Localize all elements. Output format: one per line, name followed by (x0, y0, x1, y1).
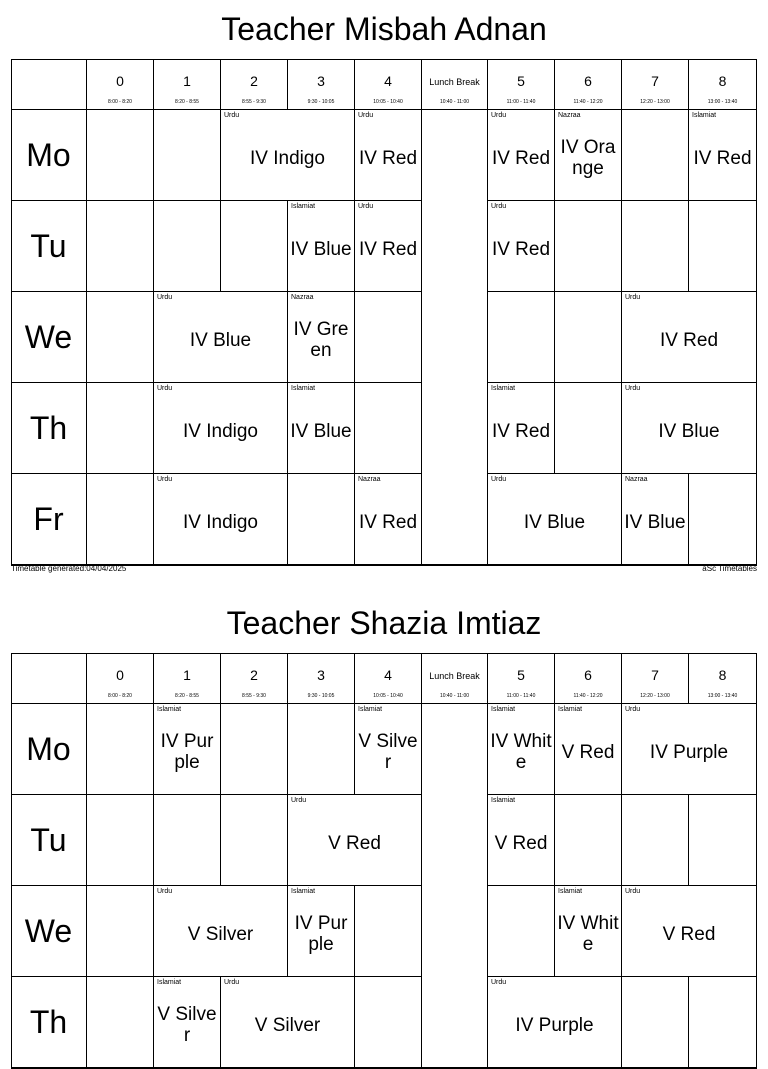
empty-slot (555, 292, 622, 383)
lesson-cell[interactable] (154, 383, 288, 474)
day-label-th: Th (11, 383, 87, 474)
period-time: 10:40 - 11:00 (439, 693, 470, 699)
day-label-th: Th (11, 977, 87, 1068)
empty-slot (87, 977, 154, 1068)
period-header (689, 653, 757, 704)
lesson-class: IV Red (693, 147, 752, 169)
lesson-class: IV Purple (160, 731, 214, 773)
empty-slot (87, 110, 154, 201)
lesson-class: V Red (662, 923, 716, 945)
lesson-cell[interactable] (622, 474, 689, 565)
empty-slot (355, 886, 422, 977)
lesson-cell[interactable] (154, 977, 221, 1068)
lesson-class: IV Red (358, 147, 418, 169)
empty-slot (87, 292, 154, 383)
lesson-cell[interactable] (488, 474, 622, 565)
lesson-class: IV Red (491, 238, 551, 260)
empty-slot (555, 383, 622, 474)
lesson-class: IV Orange (560, 137, 616, 179)
lesson-subject: Islamiat (291, 203, 316, 210)
lesson-cell[interactable] (355, 201, 422, 292)
period-header (488, 653, 555, 704)
lesson-subject: Nazraa (291, 294, 314, 301)
period-number: 7 (651, 667, 659, 683)
period-header (555, 59, 622, 110)
lesson-cell[interactable] (154, 704, 221, 795)
lesson-class: IV Purple (649, 741, 729, 763)
timetable-grid (11, 59, 757, 566)
lesson-subject: Islamiat (491, 706, 516, 713)
lesson-class: IV Blue (523, 511, 586, 533)
period-time: 10:05 - 10:40 (373, 693, 403, 699)
empty-slot (87, 704, 154, 795)
period-number: 0 (116, 667, 124, 683)
period-time: 11:00 - 11:40 (506, 693, 536, 699)
lesson-class: IV Blue (624, 511, 686, 533)
lesson-cell[interactable] (154, 474, 288, 565)
empty-slot (689, 474, 757, 565)
lesson-class: IV Blue (290, 238, 352, 260)
lesson-cell[interactable] (154, 886, 288, 977)
period-number: 4 (384, 667, 392, 683)
empty-slot (689, 977, 757, 1068)
lesson-cell[interactable] (221, 977, 355, 1068)
lesson-class: IV Indigo (183, 420, 258, 442)
empty-slot (221, 201, 288, 292)
lesson-subject: Islamiat (157, 706, 182, 713)
lesson-subject: Urdu (358, 112, 374, 119)
lesson-class: V Silver (254, 1014, 321, 1036)
lesson-class: IV Red (358, 511, 418, 533)
period-header (87, 59, 154, 110)
period-number: 3 (317, 667, 325, 683)
lunch-break-column (422, 110, 488, 565)
period-number: 2 (250, 73, 258, 89)
lesson-class: V Red (494, 832, 548, 854)
empty-slot (355, 383, 422, 474)
lesson-cell[interactable] (221, 110, 355, 201)
day-label-mo: Mo (11, 704, 87, 795)
period-number: 8 (718, 73, 727, 89)
lesson-subject: Urdu (625, 294, 641, 301)
lesson-class: IV Red (491, 420, 551, 442)
empty-slot (87, 201, 154, 292)
period-header (221, 59, 288, 110)
footer-generated: Timetable generated:04/04/2025 (11, 564, 127, 573)
day-label-we: We (11, 292, 87, 383)
lesson-class: IV Red (358, 238, 418, 260)
lesson-subject: Urdu (157, 294, 173, 301)
lesson-class: IV Purple (515, 1014, 594, 1036)
lesson-cell[interactable] (555, 704, 622, 795)
lesson-class: V Red (328, 832, 381, 854)
empty-slot (488, 886, 555, 977)
empty-slot (622, 977, 689, 1068)
period-time: 8:55 - 9:30 (242, 99, 266, 105)
period-header (288, 59, 355, 110)
period-number: 6 (584, 73, 592, 89)
period-header (154, 59, 221, 110)
lesson-class: V Silver (187, 923, 254, 945)
lesson-class: IV White (490, 731, 552, 773)
lesson-cell[interactable] (288, 795, 422, 886)
lesson-cell[interactable] (622, 886, 757, 977)
lesson-cell[interactable] (154, 292, 288, 383)
empty-slot (689, 795, 757, 886)
lesson-subject: Urdu (157, 385, 173, 392)
period-time: 13:00 - 13:40 (707, 99, 738, 105)
period-time: 8:00 - 8:20 (108, 99, 132, 105)
period-header (622, 653, 689, 704)
lunch-break-label: Lunch Break (429, 77, 480, 87)
period-number: 2 (250, 667, 258, 683)
period-number: 5 (517, 667, 525, 683)
period-number: 3 (317, 73, 325, 89)
period-header (355, 653, 422, 704)
lesson-class: IV Red (491, 147, 551, 169)
empty-slot (154, 110, 221, 201)
lesson-class: IV Green (293, 319, 349, 361)
period-header (555, 653, 622, 704)
empty-slot (555, 201, 622, 292)
empty-slot (622, 110, 689, 201)
lesson-cell[interactable] (622, 383, 757, 474)
empty-slot (221, 704, 288, 795)
lesson-cell[interactable] (288, 383, 355, 474)
lesson-subject: Urdu (157, 476, 173, 483)
lesson-subject: Islamiat (358, 706, 383, 713)
lesson-subject: Islamiat (491, 797, 516, 804)
lunch-break-header (422, 59, 488, 110)
lesson-class: V Silver (157, 1004, 217, 1046)
period-header (689, 59, 757, 110)
lesson-cell[interactable] (488, 795, 555, 886)
period-header (221, 653, 288, 704)
empty-slot (288, 474, 355, 565)
period-time: 8:55 - 9:30 (242, 693, 266, 699)
lesson-class: IV Blue (189, 329, 252, 351)
corner-cell (11, 653, 87, 704)
period-time: 10:05 - 10:40 (373, 99, 403, 105)
period-time: 9:30 - 10:05 (307, 99, 335, 105)
lunch-break-header (422, 653, 488, 704)
period-number: 5 (517, 73, 525, 89)
lesson-subject: Nazraa (625, 476, 648, 483)
lesson-cell[interactable] (288, 886, 355, 977)
period-time: 10:40 - 11:00 (439, 99, 470, 105)
lesson-class: V Red (561, 741, 615, 763)
empty-slot (488, 292, 555, 383)
period-time: 8:00 - 8:20 (108, 693, 132, 699)
empty-slot (555, 795, 622, 886)
lesson-subject: Urdu (157, 888, 173, 895)
lesson-cell[interactable] (622, 704, 757, 795)
lesson-cell[interactable] (622, 292, 757, 383)
timetable-title: Teacher Shazia Imtiaz (226, 605, 542, 641)
lunch-break-label: Lunch Break (429, 671, 480, 681)
lesson-subject: Islamiat (558, 888, 583, 895)
period-number: 6 (584, 667, 592, 683)
lesson-class: IV Blue (290, 420, 352, 442)
day-label-fr: Fr (11, 474, 87, 565)
lesson-subject: Islamiat (157, 979, 182, 986)
empty-slot (87, 474, 154, 565)
lesson-cell[interactable] (355, 704, 422, 795)
period-number: 8 (718, 667, 727, 683)
timetable-title: Teacher Misbah Adnan (221, 11, 547, 47)
period-time: 9:30 - 10:05 (307, 693, 335, 699)
period-number: 7 (651, 73, 659, 89)
period-header (87, 653, 154, 704)
period-time: 13:00 - 13:40 (707, 693, 738, 699)
corner-cell (11, 59, 87, 110)
lesson-cell[interactable] (355, 474, 422, 565)
lesson-subject: Islamiat (692, 112, 717, 119)
lesson-cell[interactable] (488, 110, 555, 201)
period-time: 12:20 - 13:00 (640, 99, 670, 105)
lesson-cell[interactable] (288, 292, 355, 383)
lesson-subject: Urdu (358, 203, 374, 210)
empty-slot (355, 977, 422, 1068)
lesson-cell[interactable] (488, 977, 622, 1068)
period-header (488, 59, 555, 110)
period-number: 0 (116, 73, 124, 89)
empty-slot (622, 795, 689, 886)
day-label-we: We (11, 886, 87, 977)
lesson-class: IV Red (659, 329, 719, 351)
lesson-subject: Islamiat (558, 706, 583, 713)
period-number: 1 (183, 667, 191, 683)
period-header (622, 59, 689, 110)
lesson-class: IV Purple (294, 913, 348, 955)
lesson-cell[interactable] (488, 704, 555, 795)
period-time: 8:20 - 8:55 (175, 693, 199, 699)
empty-slot (87, 795, 154, 886)
lunch-break-column (422, 704, 488, 1068)
lesson-subject: Urdu (491, 112, 507, 119)
lesson-subject: Nazraa (358, 476, 381, 483)
period-number: 4 (384, 73, 392, 89)
lesson-subject: Nazraa (558, 112, 581, 119)
lesson-subject: Urdu (491, 203, 507, 210)
period-time: 11:00 - 11:40 (506, 99, 536, 105)
empty-slot (87, 383, 154, 474)
period-number: 1 (183, 73, 191, 89)
day-label-tu: Tu (11, 201, 87, 292)
empty-slot (221, 795, 288, 886)
empty-slot (154, 201, 221, 292)
lesson-subject: Islamiat (291, 888, 316, 895)
lesson-subject: Urdu (625, 706, 641, 713)
lesson-class: IV White (557, 913, 619, 955)
lesson-subject: Urdu (491, 979, 507, 986)
lesson-subject: Urdu (625, 385, 641, 392)
empty-slot (622, 201, 689, 292)
lesson-cell[interactable] (488, 383, 555, 474)
lesson-subject: Urdu (224, 979, 240, 986)
lesson-cell[interactable] (555, 110, 622, 201)
lesson-class: IV Indigo (250, 147, 325, 169)
period-time: 11:40 - 12:20 (573, 693, 603, 699)
lesson-cell[interactable] (488, 201, 555, 292)
period-time: 12:20 - 13:00 (640, 693, 670, 699)
empty-slot (154, 795, 221, 886)
lesson-class: IV Indigo (183, 511, 258, 533)
period-header (288, 653, 355, 704)
lesson-subject: Urdu (291, 797, 307, 804)
lesson-subject: Urdu (224, 112, 240, 119)
footer-brand: aSc Timetables (702, 564, 757, 573)
lesson-subject: Urdu (625, 888, 641, 895)
empty-slot (87, 886, 154, 977)
empty-slot (288, 704, 355, 795)
lesson-subject: Islamiat (291, 385, 316, 392)
lesson-cell[interactable] (689, 110, 757, 201)
empty-slot (355, 292, 422, 383)
period-time: 11:40 - 12:20 (573, 99, 603, 105)
lesson-class: IV Blue (658, 420, 720, 442)
day-label-tu: Tu (11, 795, 87, 886)
period-header (154, 653, 221, 704)
lesson-cell[interactable] (355, 110, 422, 201)
day-label-mo: Mo (11, 110, 87, 201)
lesson-subject: Islamiat (491, 385, 516, 392)
period-header (355, 59, 422, 110)
lesson-subject: Urdu (491, 476, 507, 483)
timetable-grid (11, 653, 757, 1069)
empty-slot (689, 201, 757, 292)
lesson-cell[interactable] (555, 886, 622, 977)
lesson-class: V Silver (358, 731, 418, 773)
period-time: 8:20 - 8:55 (175, 99, 199, 105)
lesson-cell[interactable] (288, 201, 355, 292)
